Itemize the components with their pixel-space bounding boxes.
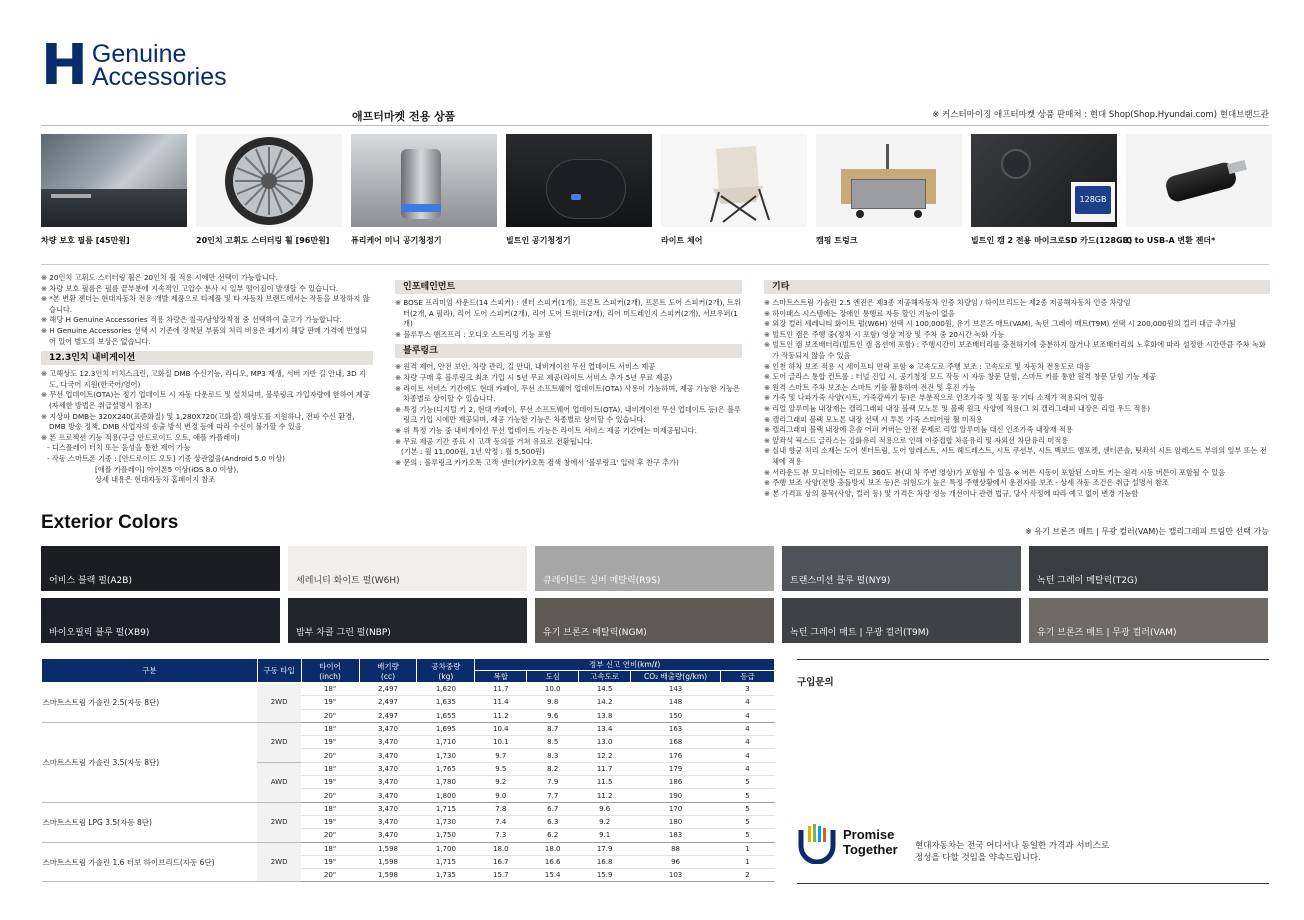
header-highway: 고속도로: [579, 671, 631, 683]
wheel-image: [196, 134, 342, 227]
table-cell: 1,598: [359, 869, 417, 882]
table-cell: 18": [301, 802, 359, 815]
color-swatch-label: 유기 브론즈 메탈릭(NGM): [543, 628, 647, 638]
table-cell: 11.4: [475, 696, 527, 709]
table-cell: 168: [631, 736, 721, 749]
color-swatch-label: 어비스 블랙 펄(A2B): [49, 576, 132, 586]
table-cell: 179: [631, 762, 721, 775]
table-cell: 170: [631, 802, 721, 815]
divider: [797, 883, 1269, 884]
table-cell: 1,730: [417, 815, 475, 828]
accessory-grid: [41, 134, 1270, 246]
table-cell: 9.7: [475, 749, 527, 762]
table-cell: 8.3: [527, 749, 579, 762]
table-cell: 3,470: [359, 762, 417, 775]
navigation-section-header: 12.3인치 내비게이션: [41, 351, 373, 365]
table-cell: 1,730: [417, 749, 475, 762]
header-weight: 공차중량 (kg): [417, 659, 475, 683]
notes-column-2: 인포테인먼트 ※ BOSE 프리미엄 사운드(14 스피커) : 센터 스피커(1개), 프론트 스피커(2개), 프론트 도어 스피커(2개), 트위터(2개, A 필라), 리어 도어 스피커(2개), 리어 도어 트위터(2개), 리어 미드레인지 스피커(2개), 서브우퍼(1개) ※ 블루투스 핸즈프리 : 오디오 스트리밍 기능 포함 블루링크 ※ 원격 제어, 안전 보안, 차량 관리, 길 안내, 내비게이션 무선 업데이트 서비스 제공 ※ 차량 구매 후 블루링크 최초 가입 시 5년 무료 제공(라이트 서비스 추가 5년 무료 제공) ※ 라이트 서비스 기간에도 현대 카페이, 무선 소프트웨어 업데이트(OTA) 사용이 가능하며, 제공 가능한 기능은 차종별로 상이할 수 있습니다. ※ 특정 기능(디지털 키 2, 현대 카페이, 무선 소프트웨어 업데이트(OTA), 내비게이션 무선 업데이트 등)은 블루링크 가입 시에만 제공되며, 제공 가능한 기능은 차종별로 상이할 수 있습니다. ※ 위 특정 기능 중 내비게이션 무선 업데이트 기능은 라이트 서비스 제공 기간에는 미제공됩니다. ※ 무료 제공 기간 종료 시 고객 동의를 거쳐 유료로 전환됩니다. (기본 : 월 11,000원, 1년 약정 : 월 5,500원) ※ 문의 : 블루링크 카카오톡 고객 센터(카카오톡 검색 창에서 '블루링크' 입력 후 친구 추가): [395, 282, 741, 467]
table-cell: 3: [720, 683, 774, 696]
color-swatch-label: 유기 브론즈 매트 | 무광 컬러(VAM): [1037, 628, 1177, 638]
model-name: 스마트스트림 가솔린 1.6 터보 하이브리드(자동 6단): [42, 842, 258, 882]
accessory-item: C to USB-A 변환 젠더*: [1126, 134, 1272, 246]
color-swatch-label: 큐레이티드 실버 메탈릭(R9S): [543, 576, 661, 586]
table-cell: 186: [631, 776, 721, 789]
table-cell: 16.7: [475, 855, 527, 868]
header-model: 구분: [42, 659, 258, 683]
table-cell: 8.5: [527, 736, 579, 749]
accessory-item: 캠핑 트렁크: [816, 134, 962, 246]
table-row: [42, 802, 775, 815]
header-displacement: 배기량 (cc): [359, 659, 417, 683]
accessory-item: 128GB 빌트인 캠 2 전용 마이크로SD 카드(128GB): [971, 134, 1117, 246]
color-swatch: [535, 546, 774, 591]
built-in-air-purifier-image: [506, 134, 652, 227]
header-efficiency: 정부 신고 연비(km/ℓ): [475, 659, 775, 671]
table-cell: 1,620: [417, 683, 475, 696]
table-cell: 3,470: [359, 829, 417, 842]
table-cell: 15.4: [527, 869, 579, 882]
table-cell: 12.2: [579, 749, 631, 762]
table-cell: 6.7: [527, 802, 579, 815]
sd-card-label: 128GB: [1075, 186, 1111, 214]
header-co2: CO₂ 배출량(g/km): [631, 671, 721, 683]
table-cell: 5: [720, 789, 774, 802]
table-cell: 19": [301, 696, 359, 709]
table-cell: 15.9: [579, 869, 631, 882]
table-cell: 88: [631, 842, 721, 855]
table-cell: 1,700: [417, 842, 475, 855]
table-cell: 8.2: [527, 762, 579, 775]
usb-gender-image: [1126, 134, 1272, 227]
promise-together-logo: Promise Together: [797, 820, 898, 864]
divider: [41, 264, 1269, 265]
table-cell: 10.1: [475, 736, 527, 749]
table-cell: 9.6: [579, 802, 631, 815]
table-cell: 1: [720, 842, 774, 855]
accessory-item: 라이트 체어: [661, 134, 807, 246]
table-cell: 20": [301, 749, 359, 762]
table-cell: 8.7: [527, 722, 579, 735]
table-cell: 4: [720, 736, 774, 749]
table-cell: 7.3: [475, 829, 527, 842]
color-swatch-label: 트랜스미션 블루 펄(NY9): [790, 576, 891, 586]
color-swatch-label: 밤부 차콜 그린 펄(NBP): [296, 628, 391, 638]
table-cell: 13.4: [579, 722, 631, 735]
table-cell: 20": [301, 829, 359, 842]
table-cell: 9.0: [475, 789, 527, 802]
table-cell: 7.9: [527, 776, 579, 789]
inquiry-title: 구입문의: [797, 677, 834, 688]
table-cell: 2,497: [359, 683, 417, 696]
color-swatch-grid: [41, 546, 1270, 643]
table-cell: 13.8: [579, 709, 631, 722]
table-cell: 3,470: [359, 802, 417, 815]
table-cell: 1,710: [417, 736, 475, 749]
notes-column-1: ※ 20인치 고휘도 스터터링 휠은 20인치 휠 적용 시에만 선택이 가능합니다. ※ 차량 보호 필름은 필름 끝부분에 지속적인 고압수 분사 시 일부 떨어짐이 발생할 수 있습니다. ※ *본 변환 젠더는 현대자동차 전용 개발 제품으로 타제품 및 타 자동차 브랜드에서는 작동을 보장하지 않습니다. ※ 해당 H Genuine Accessories 적용 차량은 칠곡/남양장착점 중 선택하여 출고가 가능합니다. ※ H Genuine Accessories 선택 시 기존에 장착된 부품의 처리 비용은 패키지 해당 판매 가격에 반영되어 있어 별도의 보상은 없습니다. 12.3인치 내비게이션 ※ 고해상도 12.3인치 터치스크린, 고화질 DMB 수신기능, 라디오, MP3 재생, 서버 기반 길 안내, 3D 지도, 다국어 지원(한국어/영어) ※ 무선 업데이트(OTA)는 정기 업데이트 시 자동 다운로드 및 설치되며, 블루링크 가입자량에 한하여 제공(자세한 방법은 취급설명서 참조) ※ 지상파 DMB는 320X240(표준화질) 및 1,280X720(고화질) 해상도를 지원하나, 전파 수신 환경, DMB 방송 정책, DMB 사업자의 송출 방식 변경 등에 따라 수신이 불가할 수 있음 ※ 폰 프로젝션 기능 적용(구글 안드로이드 오토, 애플 카플레이) - 디스플레이 터치 또는 음성을 통한 제어 가능 - 작동 스마트폰 기종 : [안드로이드 오토] 기종 상관없음(Android 5.0 이상) [애플 카플레이] 아이폰5 이상(iOS 8.0 이상), 상세 내용은 현대자동차 홈페이지 참조: [41, 273, 373, 486]
color-swatch: [782, 598, 1021, 643]
table-cell: 176: [631, 749, 721, 762]
accessory-item: 차량 보호 필름 [45만원]: [41, 134, 187, 246]
genuine-accessories-logo: [41, 33, 227, 98]
table-cell: 4: [720, 749, 774, 762]
color-swatch: [1029, 598, 1268, 643]
exterior-colors-note: ※ 유기 브론즈 매트 | 무광 컬러(VAM)는 캘리그래피 트림만 선택 가능: [1025, 527, 1269, 536]
table-cell: 3,470: [359, 776, 417, 789]
divider: [797, 659, 1269, 660]
table-cell: 11.2: [579, 789, 631, 802]
table-cell: 13.0: [579, 736, 631, 749]
table-cell: 18.0: [527, 842, 579, 855]
table-cell: 9.2: [475, 776, 527, 789]
header-tire: 타이어 (inch): [301, 659, 359, 683]
promise-description: 현대자동차는 전국 어디서나 동일한 가격과 서비스로 정성을 다할 것임을 약속드립니다.: [915, 841, 1110, 863]
table-cell: 96: [631, 855, 721, 868]
logo-wordmark: Genuine Accessories: [91, 40, 227, 91]
model-name: 스마트스트림 가솔린 2.5(자동 8단): [42, 683, 258, 723]
table-cell: 4: [720, 722, 774, 735]
drive-type: 2WD: [257, 683, 301, 723]
infotainment-section-header: 인포테인먼트: [395, 280, 742, 294]
table-cell: 7.7: [527, 789, 579, 802]
table-cell: 9.6: [527, 709, 579, 722]
accessories-note: ※ 커스터마이징 애프터마켓 상품 판매처 : 현대 Shop(Shop.Hyundai.com) 현대브랜드관: [932, 110, 1269, 120]
drive-type: AWD: [257, 762, 301, 802]
table-cell: 1,598: [359, 855, 417, 868]
table-cell: 148: [631, 696, 721, 709]
table-cell: 4: [720, 762, 774, 775]
color-swatch-label: 녹턴 그레이 메탈릭(T2G): [1037, 576, 1138, 586]
table-cell: 1,655: [417, 709, 475, 722]
color-swatch: [288, 598, 527, 643]
table-cell: 18.0: [475, 842, 527, 855]
drive-type: 2WD: [257, 722, 301, 762]
table-cell: 3,470: [359, 722, 417, 735]
table-cell: 20": [301, 869, 359, 882]
table-cell: 3,470: [359, 749, 417, 762]
table-cell: 6.3: [527, 815, 579, 828]
header-grade: 등급: [720, 671, 774, 683]
drive-type: 2WD: [257, 842, 301, 882]
color-swatch: [41, 546, 280, 591]
table-cell: 3,470: [359, 815, 417, 828]
table-cell: 19": [301, 776, 359, 789]
color-swatch: [535, 598, 774, 643]
light-chair-image: [661, 134, 807, 227]
accessory-item: 20인치 고휘도 스터터링 휠 [96만원]: [196, 134, 342, 246]
table-cell: 150: [631, 709, 721, 722]
spec-table: [41, 658, 775, 882]
table-cell: 1,635: [417, 696, 475, 709]
table-cell: 5: [720, 802, 774, 815]
protection-film-image: [41, 134, 187, 227]
color-swatch: [782, 546, 1021, 591]
table-cell: 1: [720, 855, 774, 868]
table-cell: 10.0: [527, 683, 579, 696]
table-cell: 5: [720, 776, 774, 789]
table-cell: 18": [301, 842, 359, 855]
table-cell: 183: [631, 829, 721, 842]
table-cell: 3,470: [359, 789, 417, 802]
table-cell: 103: [631, 869, 721, 882]
camping-trunk-image: [816, 134, 962, 227]
table-cell: 163: [631, 722, 721, 735]
table-cell: 15.7: [475, 869, 527, 882]
table-cell: 1,750: [417, 829, 475, 842]
bluelink-section-header: 블루링크: [395, 344, 742, 358]
table-cell: 1,800: [417, 789, 475, 802]
table-cell: 20": [301, 709, 359, 722]
table-cell: 1,598: [359, 842, 417, 855]
table-cell: 5: [720, 815, 774, 828]
table-cell: 9.2: [579, 815, 631, 828]
accessory-item: 빌트인 공기청정기: [506, 134, 652, 246]
table-cell: 1,695: [417, 722, 475, 735]
table-row: [42, 683, 775, 696]
table-cell: 11.2: [475, 709, 527, 722]
table-cell: 11.5: [579, 776, 631, 789]
table-cell: 16.6: [527, 855, 579, 868]
table-cell: 18": [301, 683, 359, 696]
color-swatch: [288, 546, 527, 591]
microsd-card-image: [971, 134, 1117, 227]
table-cell: 16.8: [579, 855, 631, 868]
table-cell: 180: [631, 815, 721, 828]
table-cell: 1,715: [417, 802, 475, 815]
color-swatch-label: 바이오필릭 블루 펄(XB9): [49, 628, 150, 638]
accessories-title: 애프터마켓 전용 상품: [352, 110, 456, 123]
table-cell: 14.2: [579, 696, 631, 709]
table-cell: 10.4: [475, 722, 527, 735]
table-cell: 19": [301, 736, 359, 749]
table-cell: 11.7: [579, 762, 631, 775]
exterior-colors-title: Exterior Colors: [41, 512, 179, 533]
promise-together-icon: [797, 820, 837, 864]
etc-section-header: 기타: [764, 280, 1270, 294]
table-row: [42, 722, 775, 735]
table-cell: 2: [720, 869, 774, 882]
table-cell: 19": [301, 815, 359, 828]
divider: [41, 125, 1269, 126]
header-combined: 복합: [475, 671, 527, 683]
color-swatch: [41, 598, 280, 643]
mini-air-purifier-image: [351, 134, 497, 227]
table-cell: 4: [720, 709, 774, 722]
table-cell: 19": [301, 855, 359, 868]
table-cell: 9.8: [527, 696, 579, 709]
table-cell: 1,780: [417, 776, 475, 789]
drive-type: 2WD: [257, 802, 301, 842]
table-cell: 11.7: [475, 683, 527, 696]
table-cell: 18": [301, 722, 359, 735]
table-cell: 7.4: [475, 815, 527, 828]
header-city: 도심: [527, 671, 579, 683]
table-cell: 17.9: [579, 842, 631, 855]
table-cell: 7.8: [475, 802, 527, 815]
notes-column-3: 기타 ※ 스마트스트림 가솔린 2.5 엔진은 제3종 저공해자동차 인증 차량임 / 하이브리드는 제2종 저공해자동차 인증 차량임 ※ 하이패스 시스템에는 장애인 통행료 자동 할인 기능이 없음 ※ 외장 컬러 세레니티 화이트 펄(W6H) 선택 시 100,000원, 유기 브론즈 매트(VAM), 녹턴 그레이 매트(T9M) 선택 시 200,000원의 컬러 대금 추가됨 ※ 빌트인 캠은 주행 중(정차 시 포함) 영상 저장 및 주차 중 20시간 녹화 가능 ※ 빌트인 캠 보조배터리(빌트인 캠 옵션에 포함) : 주행시간이 보조배터리를 충전하기에 충분하지 않거나 보조배터리의 노후화에 따라 설정한 시간만큼 주차 녹화가 작동되지 않을 수 있음 ※ 인천 하차 보조 적용 시 세이프티 언락 포함 ※ 고속도로 주행 보조 : 고속도로 및 자동차 전용도로 대응 ※ 도어 글라스 통합 컨트롤 : 터널 진입 시, 공기청정 모드 작동 시 자동 창문 닫힘, 스마트 키를 통한 원격 창문 닫힘 기능 제공 ※ 원격 스마트 주차 보조는 스마트 키를 활용하여 전진 및 후진 가능 ※ 가죽 및 나파가죽 사양(시트, 가죽감싸기 등)은 부분적으로 인조가죽 및 직물 등 기타 소재가 적용되어 있음 ※ 리얼 알루미늄 내장재는 캘리그래피 내장 블랙 모노톤 및 블랙 원크 사양에 적용(그 외 캘리그래피 내장은 리얼 우드 적용) ※ 캘리그래피 블랙 모노톤 내장 선택 시 투톤 가죽 스티어링 휠 미적용 ※ 캘리그래피 블랙 내장에 흔솔 어퍼 커버는 안전 문제로 리얼 알루미늄 대신 인조가죽 내장재 적용 ※ 앞좌석 픽스드 글라스는 강화유리 적용으로 인해 이중접합 차음유리 및 자외선 차단유리 미적용 ※ 실내 향균 처리 소재는 도어 센터트림, 도어 암레스트, 시트 헤드레스트, 시트 쿠션부, 시트 백보드 앰포켓, 센터콘솔, 팃좌석 시트 암레스트 부위의 일부 또는 전체에 적용 ※ 서라운드 뷰 모니터에는 리모트 360도 뷰(내 차 주변 영상)가 포함될 수 있음 ※ 버튼 시동이 포함된 스마트 키는 원격 시동 버튼이 포함될 수 있음 ※ 주행 보조 사양(전방 충돌방지 보조 등)은 위험도가 높은 특정 주행상황에서 운전자를 보조 - 상세 작동 조건은 취급 설명서 참조 ※ 본 가격표 상의 품목(사양, 컬러 등) 및 가격은 차량 성능 개선이나 관련 법규, 당사 사정에 따라 예고 없이 변경 가능함: [764, 276, 1270, 499]
color-swatch-label: 세레니티 화이트 펄(W6H): [296, 576, 400, 586]
table-cell: 4: [720, 696, 774, 709]
table-row: [42, 842, 775, 855]
table-cell: 1,715: [417, 855, 475, 868]
table-cell: 2,497: [359, 696, 417, 709]
table-cell: 5: [720, 829, 774, 842]
color-swatch-label: 녹턴 그레이 매트 | 무광 컬러(T9M): [790, 628, 929, 638]
table-cell: 9.1: [579, 829, 631, 842]
table-cell: 2,497: [359, 709, 417, 722]
table-cell: 1,735: [417, 869, 475, 882]
table-cell: 3,470: [359, 736, 417, 749]
table-cell: 9.5: [475, 762, 527, 775]
table-cell: 1,765: [417, 762, 475, 775]
table-cell: 20": [301, 789, 359, 802]
logo-h-mark: H: [41, 33, 86, 98]
table-cell: 18": [301, 762, 359, 775]
color-swatch: [1029, 546, 1268, 591]
header-drive: 구동 타입: [257, 659, 301, 683]
model-name: 스마트스트림 가솔린 3.5(자동 8단): [42, 722, 258, 802]
model-name: 스마트스트림 LPG 3.5(자동 8단): [42, 802, 258, 842]
table-cell: 143: [631, 683, 721, 696]
table-cell: 6.2: [527, 829, 579, 842]
table-cell: 14.5: [579, 683, 631, 696]
table-cell: 190: [631, 789, 721, 802]
accessory-item: 퓨리케어 미니 공기청정기: [351, 134, 497, 246]
